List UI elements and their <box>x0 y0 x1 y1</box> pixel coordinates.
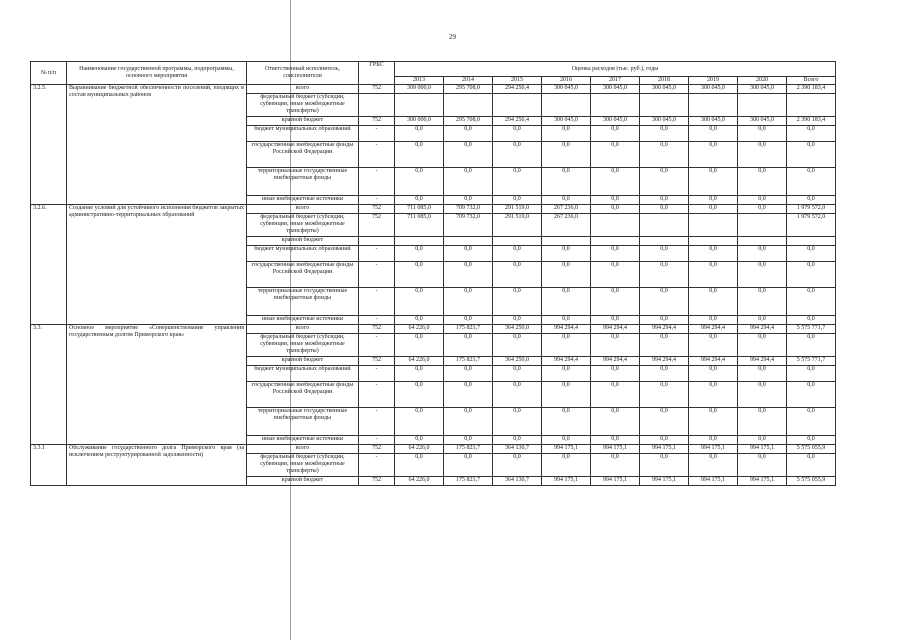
cost-value: 994 175,1 <box>640 445 689 454</box>
cost-value: 0,0 <box>493 454 542 477</box>
cost-value: 0,0 <box>395 168 444 196</box>
cost-value: 994 294,4 <box>738 325 787 334</box>
cost-value: 0,0 <box>738 205 787 214</box>
cost-value: 0,0 <box>444 316 493 325</box>
cost-value: 709 732,0 <box>444 205 493 214</box>
cost-value: 0,0 <box>787 454 836 477</box>
cost-value <box>444 237 493 246</box>
cost-value: 364 250,0 <box>493 325 542 334</box>
grbs-code: - <box>359 246 395 262</box>
cost-value: 0,0 <box>591 382 640 408</box>
cost-value: 0,0 <box>542 454 591 477</box>
cost-value: 994 294,4 <box>542 325 591 334</box>
cost-value: 0,0 <box>444 382 493 408</box>
measure-name: Основное мероприятие «Совершенствование управления государственным долгом Приморского края» <box>67 325 247 445</box>
grbs-code: 752 <box>359 205 395 214</box>
cost-value: 175 823,7 <box>444 357 493 366</box>
cost-value: 0,0 <box>640 205 689 214</box>
grbs-code: 752 <box>359 214 395 237</box>
cost-value <box>493 94 542 117</box>
cost-value: 0,0 <box>738 168 787 196</box>
cost-value: 0,0 <box>591 366 640 382</box>
cost-value: 175 823,7 <box>444 445 493 454</box>
cost-value <box>591 214 640 237</box>
funding-source-label: территориальные государственные внебюджетные фонды <box>247 288 359 316</box>
cost-value: 364 130,7 <box>493 477 542 486</box>
grbs-code <box>359 237 395 246</box>
row-number: 3.2.6. <box>31 205 67 325</box>
cost-value: 300 045,0 <box>689 85 738 94</box>
cost-value: 0,0 <box>640 168 689 196</box>
cost-value: 0,0 <box>591 246 640 262</box>
cost-value: 0,0 <box>738 142 787 168</box>
cost-value: 0,0 <box>493 334 542 357</box>
cost-value: 0,0 <box>395 142 444 168</box>
cost-value: 0,0 <box>493 196 542 205</box>
cost-value: 994 175,1 <box>542 445 591 454</box>
funding-source-label: федеральный бюджет (субсидии, субвенции, иные межбюджетные трансферты) <box>247 94 359 117</box>
cost-value: 994 294,4 <box>640 357 689 366</box>
funding-source-label: иные внебюджетные источники <box>247 196 359 205</box>
funding-source-label: федеральный бюджет (субсидии, субвенции, иные межбюджетные трансферты) <box>247 214 359 237</box>
cost-value: 0,0 <box>542 366 591 382</box>
cost-value: 0,0 <box>395 366 444 382</box>
cost-value: 0,0 <box>689 168 738 196</box>
budget-table <box>30 61 836 486</box>
cost-value: 0,0 <box>738 334 787 357</box>
funding-source-label: всего <box>247 325 359 334</box>
cost-value: 267 236,0 <box>542 205 591 214</box>
grbs-code: - <box>359 334 395 357</box>
grbs-code: - <box>359 288 395 316</box>
funding-source-label: бюджет муниципальных образований <box>247 126 359 142</box>
year-header-8: Всего <box>787 77 836 85</box>
cost-value: 0,0 <box>689 454 738 477</box>
cost-value: 994 294,4 <box>591 325 640 334</box>
cost-value <box>689 237 738 246</box>
grbs-code: - <box>359 454 395 477</box>
cost-value <box>591 237 640 246</box>
year-header-0: 2013 <box>395 77 444 85</box>
cost-value: 0,0 <box>395 126 444 142</box>
year-header-7: 2020 <box>738 77 787 85</box>
cost-value: 0,0 <box>738 288 787 316</box>
cost-value: 0,0 <box>395 262 444 288</box>
cost-value: 0,0 <box>591 168 640 196</box>
col-header-grbs: ГРБС <box>359 62 395 85</box>
cost-value: 0,0 <box>444 408 493 436</box>
cost-value: 300 045,0 <box>640 117 689 126</box>
cost-value: 0,0 <box>542 142 591 168</box>
year-header-2: 2015 <box>493 77 542 85</box>
page-number: 29 <box>449 33 456 41</box>
cost-value: 0,0 <box>395 246 444 262</box>
cost-value: 0,0 <box>787 262 836 288</box>
cost-value: 0,0 <box>640 196 689 205</box>
cost-value <box>395 94 444 117</box>
cost-value: 0,0 <box>395 436 444 445</box>
row-number: 3.3. <box>31 325 67 445</box>
cost-value: 994 175,1 <box>689 477 738 486</box>
cost-value: 994 175,1 <box>591 445 640 454</box>
cost-value: 0,0 <box>640 126 689 142</box>
cost-value: 64 226,0 <box>395 325 444 334</box>
cost-value <box>738 237 787 246</box>
cost-value: 300 045,0 <box>542 85 591 94</box>
cost-value: 0,0 <box>738 246 787 262</box>
cost-value: 0,0 <box>542 262 591 288</box>
cost-value <box>787 237 836 246</box>
cost-value: 0,0 <box>787 316 836 325</box>
cost-value: 0,0 <box>493 288 542 316</box>
funding-source-label: иные внебюджетные источники <box>247 316 359 325</box>
year-header-6: 2019 <box>689 77 738 85</box>
cost-value: 0,0 <box>542 168 591 196</box>
cost-value: 0,0 <box>787 382 836 408</box>
cost-value: 0,0 <box>689 196 738 205</box>
grbs-code: - <box>359 436 395 445</box>
cost-value: 0,0 <box>444 196 493 205</box>
cost-value: 0,0 <box>591 408 640 436</box>
cost-value: 994 294,4 <box>542 357 591 366</box>
cost-value: 5 575 055,9 <box>787 477 836 486</box>
cost-value: 0,0 <box>444 334 493 357</box>
funding-source-label: краевой бюджет <box>247 117 359 126</box>
cost-value: 0,0 <box>591 126 640 142</box>
cost-value <box>738 94 787 117</box>
cost-value: 0,0 <box>444 142 493 168</box>
cost-value: 994 175,1 <box>689 445 738 454</box>
cost-value: 0,0 <box>689 334 738 357</box>
cost-value: 994 175,1 <box>542 477 591 486</box>
cost-value: 64 226,0 <box>395 477 444 486</box>
cost-value: 994 294,4 <box>689 357 738 366</box>
funding-source-label: краевой бюджет <box>247 357 359 366</box>
cost-value: 0,0 <box>542 126 591 142</box>
cost-value: 0,0 <box>689 436 738 445</box>
cost-value: 711 085,0 <box>395 214 444 237</box>
cost-value: 0,0 <box>787 196 836 205</box>
measure-name: Создание условий для устойчивого исполнения бюджетов закрытых административно-территориальных образований <box>67 205 247 325</box>
cost-value: 0,0 <box>493 366 542 382</box>
grbs-code: 752 <box>359 85 395 94</box>
cost-value: 994 294,4 <box>689 325 738 334</box>
cost-value: 0,0 <box>787 436 836 445</box>
cost-value: 0,0 <box>689 205 738 214</box>
table-row <box>31 205 836 214</box>
cost-value: 0,0 <box>493 142 542 168</box>
grbs-code: 752 <box>359 117 395 126</box>
cost-value: 0,0 <box>738 436 787 445</box>
cost-value: 0,0 <box>787 246 836 262</box>
cost-value: 0,0 <box>591 205 640 214</box>
cost-value: 0,0 <box>591 288 640 316</box>
cost-value: 309 000,0 <box>395 85 444 94</box>
table-row <box>31 325 836 334</box>
funding-source-label: федеральный бюджет (субсидии, субвенции, иные межбюджетные трансферты) <box>247 454 359 477</box>
cost-value: 0,0 <box>640 454 689 477</box>
budget-table-body <box>31 85 836 486</box>
grbs-code: - <box>359 382 395 408</box>
cost-value: 300 000,0 <box>395 117 444 126</box>
cost-value: 0,0 <box>591 454 640 477</box>
cost-value: 994 175,1 <box>591 477 640 486</box>
cost-value: 711 085,0 <box>395 205 444 214</box>
cost-value: 291 519,0 <box>493 214 542 237</box>
cost-value <box>738 214 787 237</box>
cost-value: 0,0 <box>493 316 542 325</box>
cost-value: 5 575 771,7 <box>787 357 836 366</box>
cost-value: 0,0 <box>542 316 591 325</box>
cost-value: 5 575 055,9 <box>787 445 836 454</box>
year-header-5: 2018 <box>640 77 689 85</box>
cost-value <box>640 94 689 117</box>
grbs-code: - <box>359 196 395 205</box>
cost-value <box>493 237 542 246</box>
cost-value: 267 236,0 <box>542 214 591 237</box>
cost-value: 295 708,0 <box>444 85 493 94</box>
cost-value <box>640 214 689 237</box>
cost-value: 0,0 <box>640 366 689 382</box>
cost-value: 0,0 <box>689 246 738 262</box>
cost-value: 364 250,0 <box>493 357 542 366</box>
cost-value: 300 045,0 <box>591 117 640 126</box>
cost-value: 1 979 572,0 <box>787 214 836 237</box>
cost-value: 0,0 <box>395 196 444 205</box>
cost-value: 0,0 <box>395 408 444 436</box>
grbs-code: 752 <box>359 325 395 334</box>
funding-source-label: всего <box>247 445 359 454</box>
cost-value: 0,0 <box>787 142 836 168</box>
cost-value: 0,0 <box>542 196 591 205</box>
cost-value: 5 575 771,7 <box>787 325 836 334</box>
cost-value: 0,0 <box>493 126 542 142</box>
cost-value: 0,0 <box>591 262 640 288</box>
cost-value: 0,0 <box>640 408 689 436</box>
cost-value <box>689 94 738 117</box>
cost-value: 0,0 <box>444 288 493 316</box>
cost-value: 0,0 <box>395 288 444 316</box>
cost-value: 300 045,0 <box>542 117 591 126</box>
cost-value: 0,0 <box>640 382 689 408</box>
cost-value: 2 390 183,4 <box>787 85 836 94</box>
funding-source-label: федеральный бюджет (субсидии, субвенции, иные межбюджетные трансферты) <box>247 334 359 357</box>
cost-value: 0,0 <box>738 126 787 142</box>
cost-value: 0,0 <box>738 196 787 205</box>
cost-value: 0,0 <box>689 262 738 288</box>
funding-source-label: всего <box>247 205 359 214</box>
cost-value <box>542 237 591 246</box>
cost-value: 64 226,0 <box>395 445 444 454</box>
cost-value: 0,0 <box>689 382 738 408</box>
cost-value: 0,0 <box>787 288 836 316</box>
grbs-code: - <box>359 316 395 325</box>
cost-value: 0,0 <box>444 366 493 382</box>
cost-value: 994 294,4 <box>640 325 689 334</box>
cost-value: 0,0 <box>787 126 836 142</box>
cost-value: 994 175,1 <box>738 445 787 454</box>
cost-value: 2 390 183,4 <box>787 117 836 126</box>
cost-value: 0,0 <box>689 142 738 168</box>
cost-value: 0,0 <box>689 366 738 382</box>
cost-value: 0,0 <box>444 168 493 196</box>
cost-value <box>591 94 640 117</box>
cost-value: 0,0 <box>542 246 591 262</box>
cost-value: 0,0 <box>542 288 591 316</box>
cost-value: 0,0 <box>395 382 444 408</box>
cost-value: 709 732,0 <box>444 214 493 237</box>
table-row <box>31 85 836 94</box>
grbs-code: 752 <box>359 445 395 454</box>
year-header-4: 2017 <box>591 77 640 85</box>
grbs-code <box>359 94 395 117</box>
col-header-executor: Ответственный исполнитель, соисполнители <box>247 62 359 85</box>
grbs-code: - <box>359 408 395 436</box>
funding-source-label: государственные внебюджетные фонды Российской Федерации <box>247 382 359 408</box>
cost-value: 0,0 <box>542 408 591 436</box>
cost-value: 0,0 <box>591 196 640 205</box>
cost-value: 0,0 <box>591 334 640 357</box>
cost-value <box>787 94 836 117</box>
cost-value: 0,0 <box>738 382 787 408</box>
cost-value <box>640 237 689 246</box>
funding-source-label: государственные внебюджетные фонды Российской Федерации <box>247 262 359 288</box>
cost-value: 300 045,0 <box>640 85 689 94</box>
cost-value: 994 294,4 <box>738 357 787 366</box>
cost-value: 294 250,4 <box>493 117 542 126</box>
cost-value: 994 175,1 <box>640 477 689 486</box>
cost-value: 175 823,7 <box>444 325 493 334</box>
funding-source-label: бюджет муниципальных образований <box>247 366 359 382</box>
cost-value: 0,0 <box>640 262 689 288</box>
cost-value: 300 045,0 <box>738 85 787 94</box>
cost-value: 0,0 <box>787 366 836 382</box>
cost-value: 0,0 <box>689 408 738 436</box>
cost-value: 0,0 <box>444 436 493 445</box>
cost-value: 0,0 <box>640 142 689 168</box>
cost-value: 994 294,4 <box>591 357 640 366</box>
grbs-code: 752 <box>359 477 395 486</box>
cost-value: 294 250,4 <box>493 85 542 94</box>
cost-value: 0,0 <box>542 382 591 408</box>
cost-value: 0,0 <box>738 366 787 382</box>
grbs-code: - <box>359 126 395 142</box>
cost-value: 364 130,7 <box>493 445 542 454</box>
funding-source-label: территориальные государственные внебюджетные фонды <box>247 168 359 196</box>
cost-value: 0,0 <box>738 262 787 288</box>
cost-value: 0,0 <box>640 316 689 325</box>
cost-value: 300 045,0 <box>738 117 787 126</box>
funding-source-label: краевой бюджет <box>247 237 359 246</box>
cost-value: 0,0 <box>689 288 738 316</box>
col-header-cost: Оценка расходов (тыс. руб.), годы <box>395 62 836 77</box>
cost-value <box>542 94 591 117</box>
cost-value: 0,0 <box>395 316 444 325</box>
cost-value: 0,0 <box>689 316 738 325</box>
cost-value: 0,0 <box>493 408 542 436</box>
cost-value: 64 226,0 <box>395 357 444 366</box>
cost-value <box>689 214 738 237</box>
cost-value: 300 045,0 <box>689 117 738 126</box>
grbs-code: - <box>359 262 395 288</box>
cost-value: 0,0 <box>444 454 493 477</box>
cost-value: 0,0 <box>493 246 542 262</box>
funding-source-label: краевой бюджет <box>247 477 359 486</box>
cost-value: 0,0 <box>640 334 689 357</box>
funding-source-label: государственные внебюджетные фонды Российской Федерации <box>247 142 359 168</box>
cost-value: 0,0 <box>493 382 542 408</box>
cost-value <box>395 237 444 246</box>
grbs-code: - <box>359 142 395 168</box>
cost-value: 291 519,0 <box>493 205 542 214</box>
cost-value: 300 045,0 <box>591 85 640 94</box>
cost-value: 0,0 <box>444 246 493 262</box>
cost-value: 0,0 <box>591 436 640 445</box>
cost-value: 0,0 <box>640 246 689 262</box>
row-number: 3.2.5. <box>31 85 67 205</box>
funding-source-label: иные внебюджетные источники <box>247 436 359 445</box>
cost-value: 0,0 <box>640 288 689 316</box>
cost-value: 0,0 <box>542 436 591 445</box>
row-number: 3.3.1 <box>31 445 67 486</box>
cost-value: 295 708,0 <box>444 117 493 126</box>
funding-source-label: всего <box>247 85 359 94</box>
cost-value: 0,0 <box>493 168 542 196</box>
year-header-3: 2016 <box>542 77 591 85</box>
cost-value: 0,0 <box>787 168 836 196</box>
cost-value: 1 979 572,0 <box>787 205 836 214</box>
cost-value: 0,0 <box>689 126 738 142</box>
col-header-number: № п/п <box>31 62 67 85</box>
cost-value: 175 823,7 <box>444 477 493 486</box>
cost-value: 0,0 <box>591 316 640 325</box>
cost-value: 0,0 <box>493 262 542 288</box>
cost-value: 0,0 <box>591 142 640 168</box>
cost-value: 0,0 <box>444 126 493 142</box>
year-header-1: 2014 <box>444 77 493 85</box>
cost-value: 0,0 <box>640 436 689 445</box>
cost-value: 994 175,1 <box>738 477 787 486</box>
table-row <box>31 445 836 454</box>
cost-value: 0,0 <box>493 436 542 445</box>
grbs-code: - <box>359 168 395 196</box>
measure-name: Выравнивание бюджетной обеспеченности поселений, входящих в состав муниципальных районов <box>67 85 247 205</box>
cost-value: 0,0 <box>738 454 787 477</box>
cost-value: 0,0 <box>738 316 787 325</box>
measure-name: Обслуживание государственного долга Приморского края (за исключением реструктурированной задолженности) <box>67 445 247 486</box>
cost-value: 0,0 <box>787 408 836 436</box>
cost-value <box>444 94 493 117</box>
funding-source-label: бюджет муниципальных образований <box>247 246 359 262</box>
grbs-code: 752 <box>359 357 395 366</box>
cost-value: 0,0 <box>395 454 444 477</box>
cost-value: 0,0 <box>542 334 591 357</box>
cost-value: 0,0 <box>738 408 787 436</box>
cost-value: 0,0 <box>444 262 493 288</box>
cost-value: 0,0 <box>787 334 836 357</box>
funding-source-label: территориальные государственные внебюджетные фонды <box>247 408 359 436</box>
cost-value: 0,0 <box>395 334 444 357</box>
grbs-code: - <box>359 366 395 382</box>
col-header-name: Наименование государственной программы, подпрограммы, основного мероприятия <box>67 62 247 85</box>
